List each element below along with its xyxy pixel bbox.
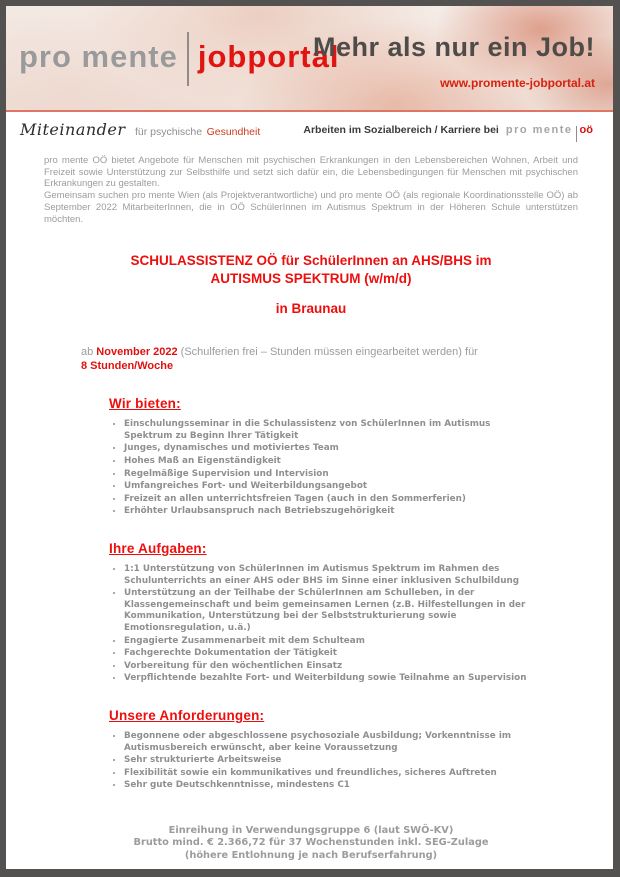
section-wir-bieten xyxy=(109,373,578,518)
mini-logo-divider xyxy=(576,126,577,142)
bullet-list-ihre-aufgaben xyxy=(109,563,534,685)
website-link[interactable]: www.promente-jobportal.at xyxy=(440,76,595,90)
list-item: • Engagierte Zusammenarbeit mit dem Schulteam xyxy=(124,635,534,648)
section-ihre-aufgaben xyxy=(109,518,578,685)
list-item: • Hohes Maß an Eigenständigkeit xyxy=(124,455,534,468)
section-heading-ihre-aufgaben: Ihre Aufgaben: xyxy=(109,540,207,556)
job-location: in Braunau xyxy=(275,301,347,317)
salary-footer xyxy=(44,825,578,863)
logo-text-jobportal: jobportal xyxy=(197,39,340,74)
list-item: • Junges, dynamisches und motiviertes Team xyxy=(124,442,534,455)
subheader-right xyxy=(303,122,593,138)
intro-paragraph-2: Gemeinsam suchen pro mente Wien (als Projektverantwortliche) und pro mente OÖ (als regionale Koordinationsstelle OÖ) ab September 2022 MitarbeiterInnen, die in OÖ SchülerInnen im Autismus Spektrum in der Höheren Schule unterstützen möchten. xyxy=(44,190,578,225)
job-title-line2: AUTISMUS SPEKTRUM (w/m/d) xyxy=(210,271,412,287)
schedule-line xyxy=(81,345,578,373)
bullet-list-unsere-anforderungen xyxy=(109,730,534,792)
list-item: • Erhöhter Urlaubsanspruch nach Betriebszugehörigkeit xyxy=(124,505,534,518)
document-content xyxy=(6,144,613,863)
subheader-bar xyxy=(6,112,613,144)
job-title-line1: SCHULASSISTENZ OÖ für SchülerInnen an AHS/BHS im xyxy=(130,253,492,269)
motto-mid-text: für psychische xyxy=(134,126,203,138)
list-item: • Vorbereitung für den wöchentlichen Einsatz xyxy=(124,660,534,673)
schedule-hours: 8 Stunden/Woche xyxy=(81,360,174,373)
schedule-prefix: ab xyxy=(81,346,97,359)
logo-text-promente: pro mente xyxy=(19,39,178,74)
footer-line-salary: Brutto mind. € 2.366,72 für 37 Wochenstunden inkl. SEG-Zulage xyxy=(133,837,489,849)
motto-accent-text: Gesundheit xyxy=(206,126,261,138)
list-item: • Verpflichtende bezahlte Fort- und Weiterbildung sowie Teilnahme an Supervision xyxy=(124,672,534,685)
list-item: • Regelmäßige Supervision und Intervision xyxy=(124,468,534,481)
list-item: • Umfangreiches Fort- und Weiterbildungsangebot xyxy=(124,480,534,493)
list-item: • Einschulungsseminar in die Schulassistenz von SchülerInnen im Autismus Spektrum zu Beginn Ihrer Tätigkeit xyxy=(124,418,534,442)
mini-logo-oo: oö xyxy=(579,124,593,136)
intro-paragraph-1: pro mente OÖ bietet Angebote für Menschen mit psychischen Erkrankungen in den Lebensbereichen Wohnen, Arbeit und Freizeit sowie Unterstützung zur Selbsthilfe und setzt sich dafür ein, die Lebensbedingungen für Menschen mit psychischen Erkrankungen zu gestalten. xyxy=(44,155,578,190)
list-item: • 1:1 Unterstützung von SchülerInnen im Autismus Spektrum im Rahmen des Schulunterrichts an einer AHS oder BHS im Sinne einer inklusiven Schulbildung xyxy=(124,563,534,587)
list-item: • Unterstützung an der Teilhabe der SchülerInnen am Schulleben, in der Klassengemeinschaft und beim gemeinsamen Lernen (z.B. Hilfestellungen in der Kommunikation, Unterstützung bei der Selbststrukturierung sowie Emotionsregulation, u.ä.) xyxy=(124,587,534,634)
career-text: Arbeiten im Sozialbereich / Karriere bei xyxy=(303,124,499,136)
hero-banner xyxy=(6,6,613,110)
list-item: • Flexibilität sowie ein kommunikatives und freundliches, sicheres Auftreten xyxy=(124,767,534,780)
list-item: • Begonnene oder abgeschlossene psychosoziale Ausbildung; Vorkenntnisse im Autismusbereich erwünscht, aber keine Voraussetzung xyxy=(124,730,534,754)
section-heading-unsere-anforderungen: Unsere Anforderungen: xyxy=(109,707,265,723)
list-item: • Freizeit an allen unterrichtsfreien Tagen (auch in den Sommerferien) xyxy=(124,493,534,506)
job-title-block xyxy=(44,252,578,316)
motto xyxy=(20,120,260,140)
motto-script-text: Miteinander xyxy=(20,120,126,139)
footer-line-note: (höhere Entlohnung je nach Berufserfahrung) xyxy=(184,850,438,862)
list-item: • Sehr strukturierte Arbeitsweise xyxy=(124,754,534,767)
section-unsere-anforderungen xyxy=(109,685,578,792)
mini-logo-promente: pro mente xyxy=(505,124,573,136)
hero-tagline: Mehr als nur ein Job! xyxy=(312,32,595,62)
list-item: • Sehr gute Deutschkenntnisse, mindestens C1 xyxy=(124,779,534,792)
schedule-date: November 2022 xyxy=(96,346,178,359)
section-heading-wir-bieten: Wir bieten: xyxy=(109,396,181,412)
list-item: • Fachgerechte Dokumentation der Tätigkeit xyxy=(124,647,534,660)
bullet-list-wir-bieten xyxy=(109,418,534,518)
schedule-middle: (Schulferien frei – Stunden müssen eingearbeitet werden) für xyxy=(177,346,478,359)
logo-divider xyxy=(187,32,189,86)
document-sheet xyxy=(6,6,613,869)
footer-line-classification: Einreihung in Verwendungsgruppe 6 (laut SWÖ-KV) xyxy=(168,824,454,836)
brand-logo xyxy=(19,30,339,84)
